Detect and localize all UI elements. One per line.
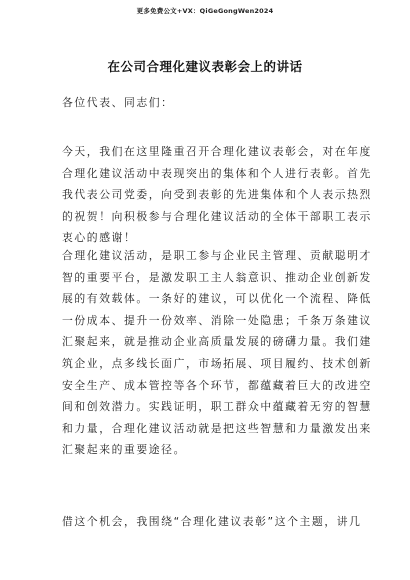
paragraph-line: 安全生产、成本管控等各个环节，都蕴藏着巨大的改进空	[62, 378, 372, 392]
paragraph-line: 和力量，合理化建议活动就是把这些智慧和力量激发出来	[62, 421, 372, 435]
paragraph-line: 汇聚起来，就是推动企业高质量发展的磅礴力量。我们建	[62, 335, 372, 349]
salutation: 各位代表、同志们：	[62, 96, 174, 109]
paragraph-1	[62, 141, 372, 249]
paragraph-line: 合理化建议活动，是职工参与企业民主管理、贡献聪明才	[62, 249, 372, 262]
paragraph-2	[62, 245, 372, 461]
paragraph-line: 一份成本、提升一份效率、消除一处隐患；千条万条建议	[62, 313, 372, 327]
paragraph-line: 智的重要平台，是激发职工主人翁意识、推动企业创新发	[62, 270, 372, 284]
paragraph-line: 的祝贺！向积极参与合理化建议活动的全体干部职工表示	[62, 209, 372, 223]
paragraph-line: 间和创效潜力。实践证明，职工群众中蕴藏着无穷的智慧	[62, 400, 372, 414]
paragraph-line: 我代表公司党委，向受到表彰的先进集体和个人表示热烈	[62, 188, 372, 202]
paragraph-line: 衷心的感谢！	[62, 231, 137, 245]
document-title: 在公司合理化建议表彰会上的讲话	[107, 59, 303, 74]
paragraph-3	[62, 511, 362, 533]
header-note: 更多免费公文+VX：QiGeGongWen2024	[136, 7, 274, 15]
paragraph-line: 筑企业，点多线长面广，市场拓展、项目履约、技术创新	[62, 356, 372, 370]
paragraph-line: 合理化建议活动中表现突出的集体和个人进行表彰。首先	[62, 166, 372, 180]
paragraph-line: 展的有效载体。一条好的建议，可以优化一个流程、降低	[62, 292, 372, 306]
paragraph-line: 今天，我们在这里隆重召开合理化建议表彰会，对在年度	[62, 145, 372, 158]
paragraph-line: 汇聚起来的重要途径。	[62, 443, 186, 457]
paragraph-line: 借这个机会，我围绕“合理化建议表彰”这个主题，讲几	[62, 515, 362, 528]
